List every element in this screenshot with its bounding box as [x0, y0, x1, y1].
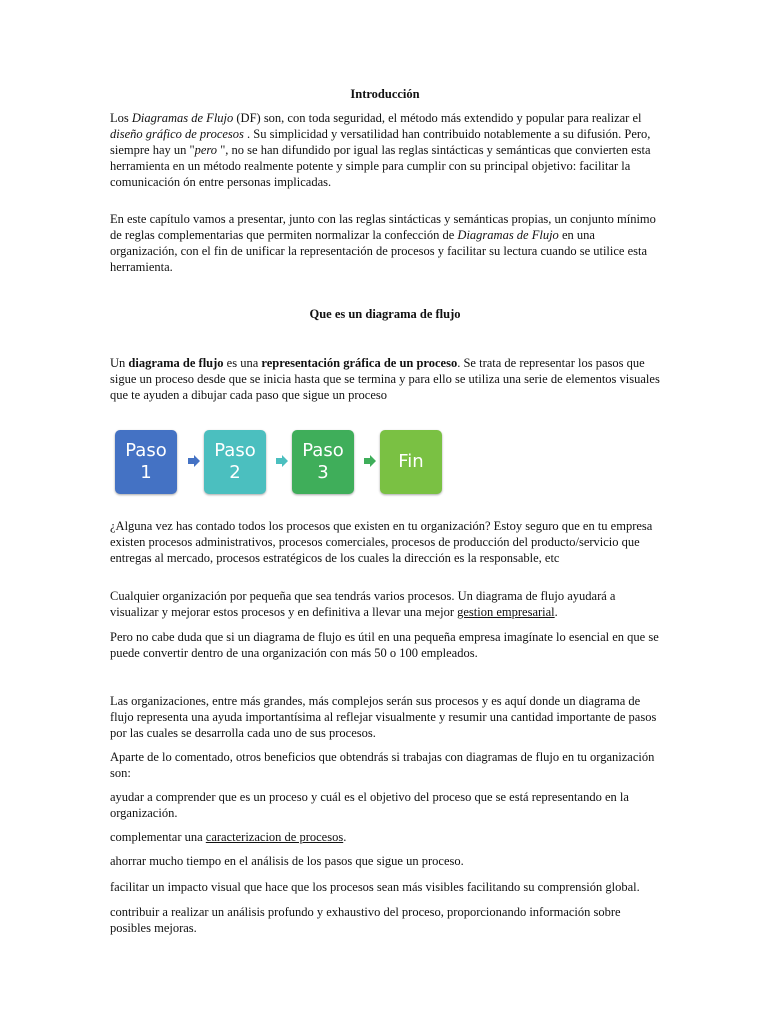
section-heading: Que es un diagrama de flujo — [309, 307, 461, 321]
benefit-item-4: facilitar un impacto visual que hace que los procesos sean más visibles facilitando su comprensión global. — [110, 880, 640, 894]
arrow-right-icon — [275, 454, 289, 468]
large-organizations-paragraph: Las organizaciones, entre más grandes, más complejos serán sus procesos y es aquí donde un diagrama de flujo representa una ayuda importantísima al reflejar visualmente y resumir una cantidad importante de pasos por las cuales se desarrolla cada uno de sus procesos. — [110, 694, 657, 740]
benefit-item-5: contribuir a realizar un análisis profundo y exhaustivo del proceso, proporcionando información sobre posibles mejoras. — [110, 905, 621, 935]
flow-step-1-line1: Paso — [125, 440, 167, 461]
flow-step-2 — [204, 430, 266, 494]
small-company-paragraph: Pero no cabe duda que si un diagrama de flujo es útil en una pequeña empresa imagínate lo esencial en que se puede convertir dentro de una organización con más 50 o 100 empleados. — [110, 630, 659, 660]
processes-question-paragraph: ¿Alguna vez has contado todos los procesos que existen en tu organización? Estoy seguro que en tu empresa existen procesos administrativos, procesos comerciales, procesos de producción del producto/servicio que entregas al mercado, procesos estratégicos de los cuales la dirección es la responsable, etc — [110, 519, 653, 565]
flow-step-3 — [292, 430, 354, 494]
benefits-intro-paragraph: Aparte de lo comentado, otros beneficios que obtendrás si trabajas con diagramas de flujo en tu organización son: — [110, 750, 655, 780]
benefit-item-2: complementar una caracterizacion de procesos. — [110, 830, 347, 844]
arrow-2-shape — [276, 455, 288, 467]
flow-step-3-line2: 3 — [317, 462, 329, 483]
arrow-1-shape — [188, 455, 200, 467]
arrow-right-icon — [187, 454, 201, 468]
caracterizacion-procesos-link[interactable]: caracterizacion de procesos — [205, 830, 344, 844]
flow-step-2-line1: Paso — [214, 440, 256, 461]
benefit-item-3: ahorrar mucho tiempo en el análisis de los pasos que sigue un proceso. — [110, 854, 464, 868]
flow-diagram — [115, 426, 455, 498]
flow-step-3-line1: Paso — [302, 440, 344, 461]
definition-paragraph: Un diagrama de flujo es una representación gráfica de un proceso. Se trata de representar los pasos que sigue un proceso desde que se inicia hasta que se termina y para ello se utiliza una serie de elementos visuales que te ayuden a dibujar cada paso que sigue un proceso — [110, 356, 660, 402]
intro-paragraph-2: En este capítulo vamos a presentar, junto con las reglas sintácticas y semánticas propias, un conjunto mínimo de reglas complementarias que permiten normalizar la confección de Diagramas de Flujo en una organización, con el fin de unificar la representación de procesos y facilitar su lectura cuando se utilice esta herramienta. — [110, 212, 656, 274]
flow-step-1-line2: 1 — [140, 462, 152, 483]
organization-paragraph: Cualquier organización por pequeña que sea tendrás varios procesos. Un diagrama de flujo ayudará a visualizar y mejorar estos procesos y en definitiva a llevar una mejor gestion empresarial. — [110, 589, 616, 619]
benefit-item-1: ayudar a comprender que es un proceso y cuál es el objetivo del proceso que se está representando en la organización. — [110, 790, 629, 820]
flow-step-1 — [115, 430, 177, 494]
arrow-3-shape — [364, 455, 376, 467]
flow-step-end — [380, 430, 442, 494]
arrow-right-icon — [363, 454, 377, 468]
gestion-empresarial-link[interactable]: gestion empresarial — [457, 605, 555, 619]
intro-heading: Introducción — [350, 87, 420, 101]
intro-paragraph-1: Los Diagramas de Flujo (DF) son, con toda seguridad, el método más extendido y popular para realizar el diseño gráfico de procesos . Su simplicidad y versatilidad han contribuido notablemente a su difusión. Pero, siempre hay un "pero ", no se han difundido por igual las reglas sintácticas y semánticas que convierten esta herramienta en un método realmente potente y simple para cumplir con su principal objetivo: facilitar la comunicación ón entre personas implicadas. — [110, 111, 651, 189]
flow-step-end-label: Fin — [398, 451, 424, 472]
flow-step-2-line2: 2 — [229, 462, 241, 483]
